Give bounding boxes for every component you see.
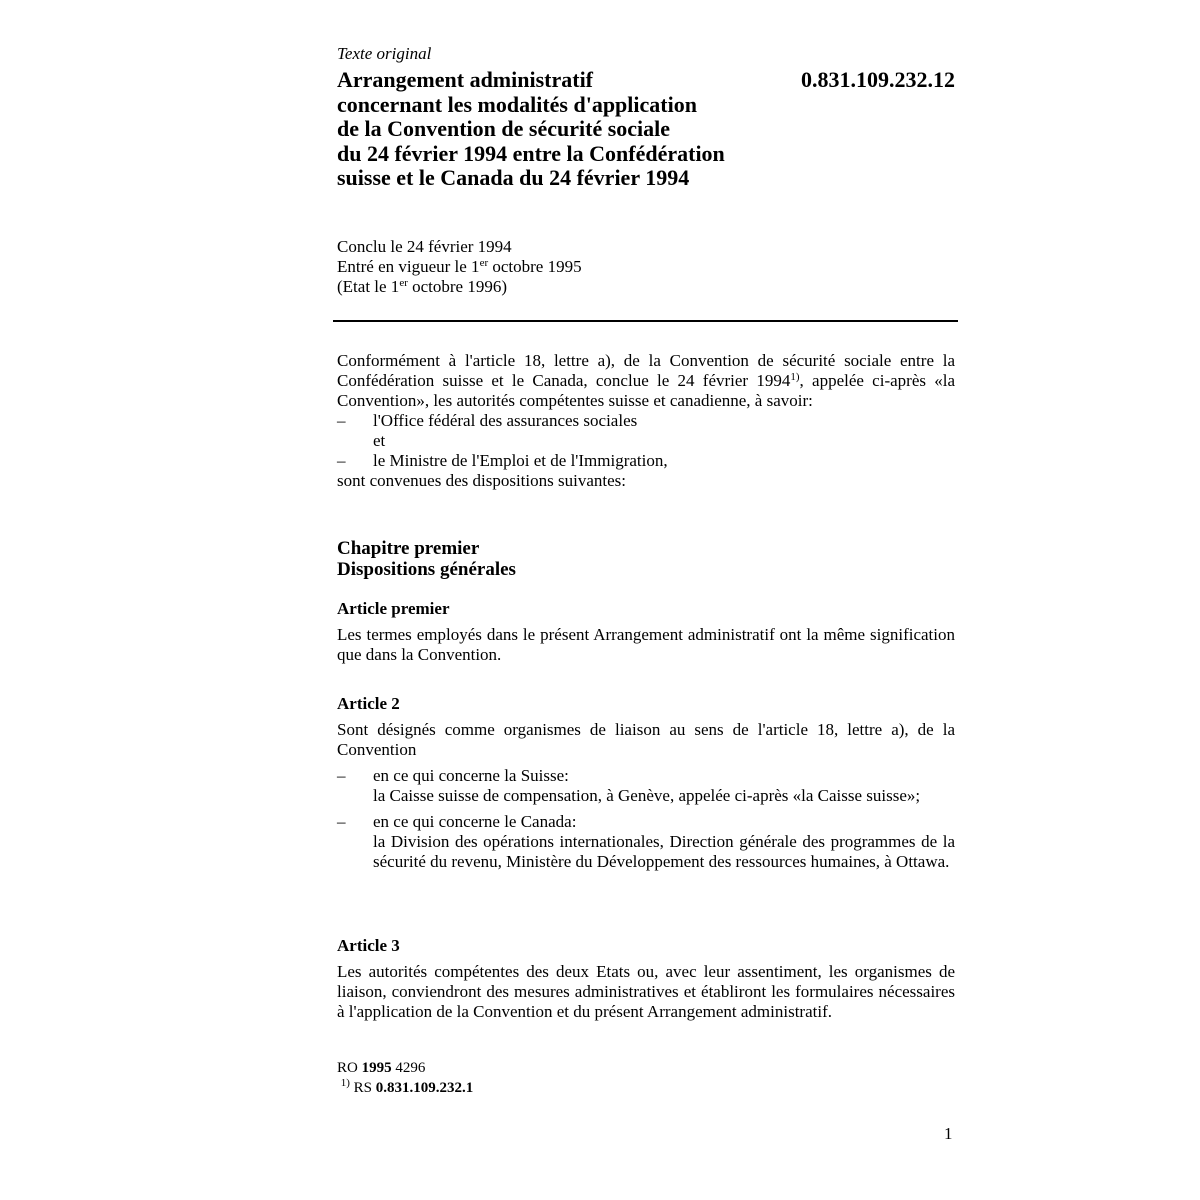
header-divider [333, 320, 958, 322]
preamble-text: Conformément à l'article 18, lettre a), de la Convention de sécurité sociale entre la Confédération suisse et le Canada, conclue le 24 février 1994$^{1)}$, appelée ci-après «la Convention», les autorités compétentes suisse et canadienne, à savoir: [337, 351, 955, 410]
title-line: Arrangement administratif [337, 67, 594, 92]
list-item: – en ce qui concerne le Canada: la Division des opérations internationales, Direction générale des programmes de la sécurité du revenu, Ministère du Développement des ressources humaines, à Ottawa. [337, 812, 955, 871]
original-text-label: Texte original [337, 44, 432, 63]
chapter-subtitle: Dispositions générales [337, 559, 516, 580]
entry-into-force: Entré en vigueur le 1er octobre 1995 [337, 256, 582, 276]
list-item-label: en ce qui concerne le Canada: [373, 812, 577, 831]
sr-number: 0.831.109.232.12 [801, 67, 955, 92]
preamble-closing: sont convenues des dispositions suivantes: [337, 471, 626, 490]
article-text: Les termes employés dans le présent Arrangement administratif ont la même signification que dans la Convention. [337, 625, 955, 664]
list-connector: et [373, 431, 386, 450]
footnotes [337, 1058, 955, 1098]
title-line: concernant les modalités d'application [337, 91, 697, 117]
list-item-detail: la Division des opérations internationales, Direction générale des programmes de la sécurité du revenu, Ministère du Développement des ressources humaines, à Ottawa. [373, 832, 955, 871]
article-heading: Article 3 [337, 936, 400, 955]
title-line: de la Convention de sécurité sociale [337, 116, 671, 141]
concluded-date: Conclu le 24 février 1994 [337, 236, 512, 256]
list-item-label: en ce qui concerne la Suisse: [373, 766, 569, 785]
footnote-reference[interactable]: 1) [790, 371, 800, 383]
article-2 [337, 694, 955, 872]
list-item: – l'Office fédéral des assurances sociales [337, 411, 638, 430]
ro-reference: RO 1995 4296 [337, 1060, 426, 1076]
title-row [337, 68, 957, 191]
article-3 [337, 936, 955, 1022]
title-line: suisse et le Canada du 24 février 1994 [337, 165, 690, 190]
list-item-detail: la Caisse suisse de compensation, à Genève, appelée ci-après «la Caisse suisse»; [373, 786, 921, 805]
preamble [337, 351, 955, 491]
footnote-1: $^{1)}$ RS 0.831.109.232.1 [340, 1077, 474, 1096]
chapter-heading [337, 538, 955, 580]
article-text: Sont désignés comme organismes de liaison au sens de l'article 18, lettre a), de la Convention [337, 720, 955, 759]
article-heading: Article premier [337, 599, 450, 618]
chapter-title: Chapitre premier [337, 538, 480, 559]
document-header [337, 44, 957, 297]
list-item: – le Ministre de l'Emploi et de l'Immigration, [337, 451, 668, 470]
document-meta [337, 237, 957, 297]
article-1 [337, 599, 955, 665]
title-line: du 24 février 1994 entre la Confédération [337, 140, 725, 166]
article-heading: Article 2 [337, 694, 400, 713]
page-number: 1 [944, 1124, 953, 1143]
list-item: – en ce qui concerne la Suisse: la Caisse suisse de compensation, à Genève, appelée ci-après «la Caisse suisse»; [337, 766, 955, 806]
document-title [337, 68, 777, 191]
article-text: Les autorités compétentes des deux Etats ou, avec leur assentiment, les organismes de liaison, conviendront des mesures administratives et établiront les formulaires nécessaires à l'application de la Convention et du présent Arrangement administratif. [337, 962, 955, 1021]
status-date: (Etat le 1er octobre 1996) [337, 276, 507, 296]
